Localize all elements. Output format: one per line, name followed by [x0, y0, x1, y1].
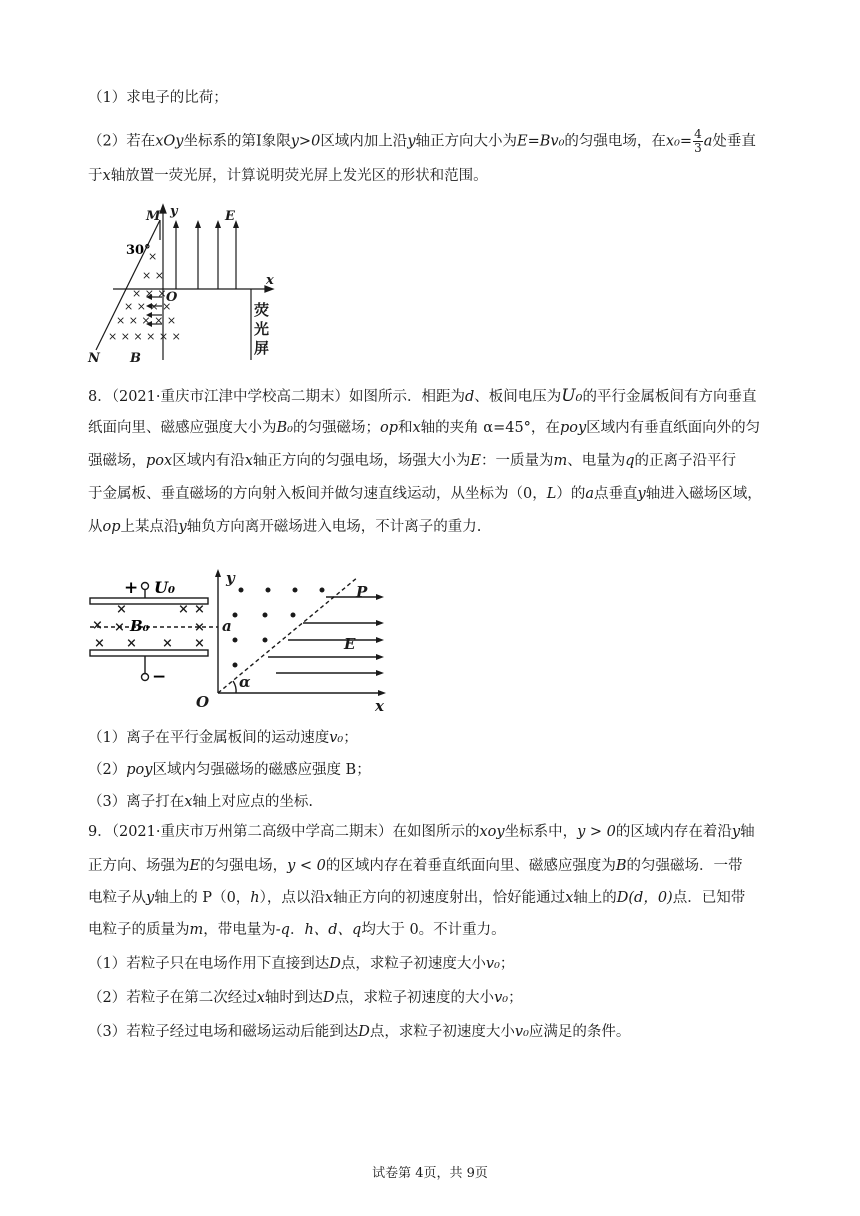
- q9-part3: （3）若粒子经过电场和磁场运动后能到达D点，求粒子初速度大小v₀应满足的条件。: [88, 1024, 631, 1040]
- q9-part2: （2）若粒子在第二次经过x轴时到达D点，求粒子初速度的大小v₀；: [88, 990, 523, 1006]
- svg-text:×: ×: [194, 636, 205, 651]
- label-E: E: [344, 635, 356, 653]
- q8-part2: （2）poy区域内匀强磁场的磁感应强度 B；: [88, 762, 371, 778]
- svg-text:×: ×: [148, 250, 158, 263]
- label-B0: B₀: [130, 617, 150, 635]
- q8-line3: 强磁场，pox区域内有沿x轴正方向的匀强电场，场强大小为E：一质量为m、电量为q的正离子沿平行: [88, 453, 737, 469]
- label-y: y: [170, 204, 178, 219]
- minus-sign: −: [152, 667, 167, 687]
- svg-text:×: ×: [116, 602, 127, 617]
- q8-line2: 纸面向里、磁感应强度大小为B₀的匀强磁场；op和x轴的夹角 α=45°，在poy区域内有垂直纸面向外的匀: [88, 420, 761, 436]
- svg-text:×: ×: [194, 620, 205, 635]
- screen-char-1: 荧: [254, 301, 270, 319]
- q7-part1: （1）求电子的比荷；: [88, 90, 228, 106]
- label-alpha: α: [239, 673, 251, 691]
- screen-char-2: 光: [254, 320, 270, 338]
- label-a: a: [222, 617, 232, 635]
- label-O: O: [166, 290, 178, 305]
- svg-text:×: ×: [178, 602, 189, 617]
- svg-text:×: ×: [194, 602, 205, 617]
- svg-text:×: ×: [114, 620, 125, 635]
- label-P: P: [356, 583, 368, 601]
- svg-text:×: ×: [92, 618, 103, 633]
- label-x: x: [266, 273, 274, 288]
- svg-text:× × ×: × × ×: [132, 287, 167, 300]
- q9-line4: 电粒子的质量为m，带电量为-q．h、d、q均大于 0。不计重力。: [88, 922, 506, 938]
- q7-part2-line2: 于x轴放置一荧光屏，计算说明荧光屏上发光区的形状和范围。: [88, 168, 488, 184]
- label-O: O: [196, 693, 210, 711]
- label-U0: U₀: [154, 578, 175, 597]
- label-E: E: [225, 209, 235, 224]
- q8-part1: （1）离子在平行金属板间的运动速度v₀；: [88, 730, 358, 746]
- plus-sign: +: [124, 578, 139, 598]
- q8-figure: [88, 565, 398, 715]
- label-N: N: [88, 351, 100, 366]
- label-M: M: [146, 209, 161, 224]
- q9-line3: 电粒子从y轴上的 P（0，h），点以沿x轴正方向的初速度射出，恰好能通过x轴上的D(d，0)点．已知带: [88, 890, 746, 906]
- svg-text:×: ×: [126, 636, 137, 651]
- q9-line2: 正方向、场强为E的匀强电场，y < 0的区域内存在着垂直纸面向里、磁感应强度为B的匀强磁场．一带: [88, 858, 743, 874]
- svg-text:×: ×: [94, 636, 105, 651]
- label-y: y: [226, 569, 235, 587]
- svg-text:× ×: × ×: [142, 269, 164, 282]
- q9-line1: 9．（2021·重庆市万州第二高级中学高二期末）在如图所示的xoy坐标系中，y > 0的区域内存在着沿y轴: [88, 824, 755, 840]
- svg-text:× × × × ×: × × × × ×: [116, 314, 177, 327]
- q8-line1: 8．（2021·重庆市江津中学校高二期末）如图所示．相距为d、板间电压为U₀的平行金属板间有方向垂直: [88, 386, 757, 406]
- fraction-4-3: $\frac{4}{3}$: [694, 127, 702, 155]
- q7-figure: [88, 200, 288, 370]
- q9-part1: （1）若粒子只在电场作用下直接到达D点，求粒子初速度大小v₀；: [88, 956, 515, 972]
- angle-30: 30°: [126, 243, 151, 258]
- page-footer: 试卷第 4页，共 9页: [372, 1166, 488, 1181]
- svg-text:× × × × × ×: × × × × × ×: [108, 330, 181, 343]
- screen-char-3: 屏: [254, 339, 270, 357]
- q8-line4: 于金属板、垂直磁场的方向射入板间并做匀速直线运动，从坐标为（0，L）的a点垂直y轴进入磁场区域，: [88, 486, 762, 502]
- label-x: x: [375, 697, 384, 715]
- label-B: B: [130, 351, 141, 366]
- q8-part3: （3）离子打在x轴上对应点的坐标.: [88, 794, 314, 810]
- q7-part2-line1: （2）若在xOy坐标系的第Ⅰ象限y>0区域内加上沿y轴正方向大小为E=Bv₀的匀强电场，在x₀= $\frac{4}{3}$ a处垂直: [88, 127, 756, 155]
- svg-text:× × × ×: × × × ×: [124, 300, 172, 313]
- q8-line5: 从op上某点沿y轴负方向离开磁场进入电场，不计离子的重力.: [88, 519, 482, 535]
- svg-text:×: ×: [162, 636, 173, 651]
